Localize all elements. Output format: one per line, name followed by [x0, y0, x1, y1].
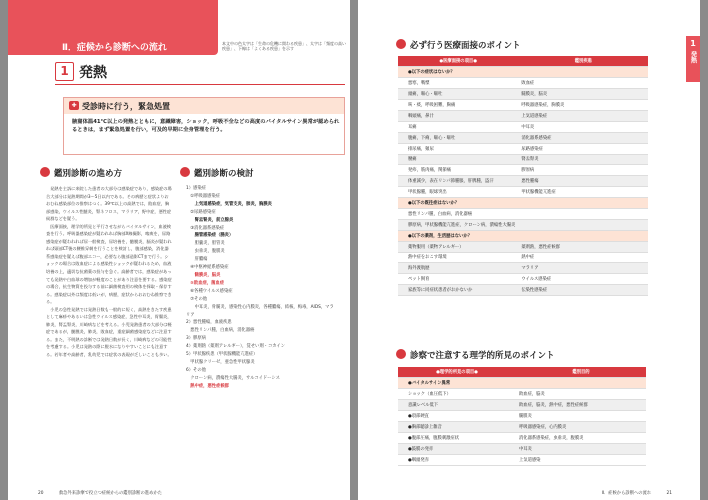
interview-result-cell: ウイルス感染症 [518, 274, 648, 285]
interview-item-cell: 耳痛 [398, 121, 518, 132]
exam-result-cell: 上気道感染 [516, 454, 646, 465]
exam-header-purpose: 鑑別目的 [516, 367, 646, 378]
differential-item: 2）悪性腫瘍，血液疾患 [186, 320, 232, 326]
exam-item-cell: ●胸部聴診上雑音 [398, 421, 516, 432]
interview-item-cell: 海外渡航歴 [398, 263, 518, 274]
interview-item-cell: 膠原病，甲状腺機能亢進症，クローン病，潰瘍性大腸炎 [398, 219, 518, 230]
interview-row [398, 241, 648, 252]
exam-item-cell: 意識レベル低下 [398, 400, 516, 411]
section-title: 発熱 [79, 65, 107, 81]
interview-header-diagnosis: 鑑別疾患 [518, 56, 648, 67]
differential-item: ③消化器系感染症 [186, 225, 225, 231]
interview-row [398, 67, 648, 78]
differential-item: 3）膠原病 [186, 336, 206, 342]
exam-item-cell: ショック（血圧低下） [398, 389, 516, 400]
exam-result-cell [516, 378, 646, 389]
chapter-note: 本文中の色太字は「生命の危機に関わる疾患」、太字は「頻度の高い疾患」、下線は「よくある疾患」を示す [222, 41, 346, 51]
ambulance-icon: ✚ [69, 101, 79, 110]
exam-result-cell: 敗血症，脳炎 [516, 389, 646, 400]
interview-row [398, 198, 648, 209]
differential-item: 腸管感染症（腸炎） [186, 233, 234, 239]
differential-item: 肝膿瘍 [186, 257, 208, 263]
interview-item-cell: ●以下の症状はないか？ [398, 67, 518, 78]
interview-item-cell: ペット飼育 [398, 274, 518, 285]
exam-row [398, 378, 646, 389]
interview-row [398, 187, 648, 198]
differential-item: 熱中症，悪性症候群 [186, 383, 229, 389]
interview-row [398, 176, 648, 187]
differential-item: 5）甲状腺疾患（甲状腺機能亢進症） [186, 352, 258, 358]
right-footer-title: Ⅱ．症候から診断への流れ [601, 491, 652, 496]
chapter-tab [686, 36, 700, 82]
interview-row [398, 263, 648, 274]
interview-item-cell: 発疹，筋肉痛，関節痛 [398, 165, 518, 176]
differential-item: 上気道感染症，気管支炎，肺炎，胸膜炎 [186, 201, 272, 207]
differential-item: ①呼吸器感染症 [186, 193, 220, 199]
interview-row [398, 230, 648, 241]
interview-result-cell: 甲状腺機能亢進症 [518, 187, 648, 198]
interview-result-cell: マラリア [518, 263, 648, 274]
interview-result-cell [518, 230, 648, 241]
tab-title: 発熱 [689, 51, 697, 63]
exam-row [398, 454, 646, 465]
differential-item: ⑥各種ウイルス感染症 [186, 288, 233, 294]
exam-row [398, 443, 646, 454]
interview-item-cell: 腹痛，下痢，嘔心・嘔吐 [398, 132, 518, 143]
exam-item-cell: ●バイタルサイン異常 [398, 378, 516, 389]
interview-header-item: ●医療面接の項目● [398, 56, 518, 67]
interview-row [398, 100, 648, 111]
exam-table [398, 367, 646, 466]
right-page-number: 21 [666, 491, 672, 496]
interview-item-cell: 悪性リンパ腫，白血病，消化器癌 [398, 208, 518, 219]
exam-icon [396, 349, 406, 359]
right-footer [602, 490, 672, 496]
interview-icon [396, 39, 406, 49]
interview-table [398, 56, 648, 296]
interview-row [398, 121, 648, 132]
interview-result-cell: 消化器系感染症 [518, 132, 648, 143]
interview-result-cell [518, 198, 648, 209]
left-footer-title: 救急外来診療で役立つ症候からの鑑別診断の進めかた [58, 491, 162, 496]
interview-title: 必ず行う医療面接のポイント [410, 41, 521, 51]
emergency-box-title: 受診時に行う，緊急処置 [82, 102, 170, 111]
exam-row [398, 400, 646, 411]
interview-row [398, 110, 648, 121]
interview-item-cell: 排尿痛，頻尿 [398, 143, 518, 154]
interview-item-cell: 甲状腺腫，眼球突出 [398, 187, 518, 198]
differential-item: クローン病，潰瘍性大腸炎，サルコイドーシス [186, 375, 280, 381]
interview-item-cell: 悪寒，戦慄 [398, 78, 518, 89]
interview-item-cell: 薬物服用（薬物アレルギー） [398, 241, 518, 252]
interview-item-cell: 咳・痰，呼吸困難，胸痛 [398, 100, 518, 111]
exam-item-cell: ●咽頭発赤 [398, 454, 516, 465]
interview-row [398, 274, 648, 285]
interview-item-cell: 腰痛 [398, 154, 518, 165]
checklist-icon [180, 167, 190, 177]
exam-result-cell: 消化器系感染症，虫垂炎，腹膜炎 [516, 432, 646, 443]
exam-row [398, 421, 646, 432]
exam-result-cell: 呼吸器感染症，心内膜炎 [516, 421, 646, 432]
exam-title: 診察で注意する理学的所見のポイント [410, 351, 555, 361]
interview-row [398, 252, 648, 263]
exam-item-cell: ●腹部圧痛，腹膜刺激症状 [398, 432, 516, 443]
differential-title: 鑑別診断の検討 [194, 169, 254, 179]
emergency-box-body: 腋窩体温41℃以上の発熱とともに，意識障害，ショック，呼吸不全などの高度のバイタルサイン異常が認められるときは，まず緊急処置を行い，可及的早期に全身管理を行う。 [72, 119, 340, 134]
interview-row [398, 143, 648, 154]
exam-row [398, 432, 646, 443]
interview-result-cell: 熱中症 [518, 252, 648, 263]
interview-result-cell: 上気道感染症 [518, 110, 648, 121]
interview-row [398, 78, 648, 89]
interview-item-cell: 体重減少，表在リンパ節腫脹，肝脾腫，盗汗 [398, 176, 518, 187]
interview-result-cell [518, 67, 648, 78]
exam-row [398, 411, 646, 422]
differential-item: 6）その他 [186, 367, 206, 373]
interview-result-cell [518, 208, 648, 219]
differential-item: 腎盂腎炎，前立腺炎 [186, 217, 234, 223]
interview-row [398, 132, 648, 143]
interview-item-cell: ●以下の既往症はないか？ [398, 198, 518, 209]
interview-header-row [398, 56, 648, 67]
procedure-title: 鑑別診断の進め方 [54, 169, 123, 179]
interview-result-cell: 膠原病 [518, 165, 648, 176]
interview-item-cell: 家族等に同症状患者がおかないか [398, 285, 518, 296]
interview-row [398, 219, 648, 230]
exam-item-cell: ●鼓膜の発赤 [398, 443, 516, 454]
emergency-box [63, 97, 345, 155]
exam-header-item: ●理学的所見の項目● [398, 367, 516, 378]
right-page [358, 0, 700, 500]
differential-item: ④中枢神経系感染症 [186, 265, 229, 271]
exam-row [398, 389, 646, 400]
differential-item: 悪性リンパ腫，白血病，消化器癌 [186, 328, 255, 334]
interview-result-cell: 呼吸器感染症，胸膜炎 [518, 100, 648, 111]
interview-item-cell: ●以下の薬剤，生活歴はないか？ [398, 230, 518, 241]
exam-header-row [398, 367, 646, 378]
differential-item: 甲状腺クリーゼ，亜急性甲状腺炎 [186, 359, 255, 365]
interview-result-cell: 悪性腫瘍 [518, 176, 648, 187]
interview-row [398, 89, 648, 100]
left-page [8, 0, 350, 500]
procedure-paragraph: 発熱を主訴に来院した患者の大部分は感染症であり，感染症の場合大部分は発熱期間が3〜5日以内である。その病歴と症状よりおおむね感染部位の推察はつく。39℃以上の高熱では，敗血症，胸部感染，ウイルス性髄炎，腎ネフロス，マラリア，野中症，悪性症候群などを疑う。 [46, 186, 172, 222]
differential-item: 1）感染症 [186, 186, 206, 191]
interview-result-cell: 薬剤熱，悪性症候群 [518, 241, 648, 252]
interview-result-cell: 尿路感染症 [518, 143, 648, 154]
procedure-text [46, 185, 172, 359]
differential-item: ⑦その他 [186, 296, 208, 302]
chapter-heading: Ⅱ．症候から診断への流れ [62, 43, 167, 53]
interview-result-cell: 伝染性感染症 [518, 285, 648, 296]
differential-item: 中耳炎，骨髄炎，感染性心内膜炎，各種膿瘍，結核，梅毒，AIDS，マラリア [186, 304, 334, 318]
interview-item-cell: 熱中症をおこす環境 [398, 252, 518, 263]
left-footer [38, 490, 162, 496]
differential-item: 胆嚢炎，胆管炎 [186, 241, 225, 247]
exam-result-cell: 敗血症，脳炎，熱中症，悪性症候群 [516, 400, 646, 411]
interview-row [398, 208, 648, 219]
exam-item-cell: ●項部硬直 [398, 411, 516, 422]
interview-item-cell: 咽頭痛，鼻汁 [398, 110, 518, 121]
interview-row [398, 154, 648, 165]
heart-icon [40, 167, 50, 177]
differential-item: ②尿路感染症 [186, 209, 216, 215]
procedure-paragraph: 小児の急性発熱では発熱日数も一般的に短く，高熱をきたす疾患として麻疹やあるいは急性ウイルス感染症，急性中耳炎，胃腸炎，肺炎，腎盂腎炎，川崎病などを考える。小児発熱患者の大部分は軽症であるが，髄膜炎，肺炎，敗血症，重症細菌感染症などに注意する。また，不明熱の診断では発熱日数が長く，川崎病などの可能性を考慮する。小児は発熱の際に脱水になりやすいことにも注意する。若年者や高齢者，乳幼児では症状の表現が乏しいことも多い。 [46, 306, 172, 358]
interview-result-cell: 髄膜炎，脳炎 [518, 89, 648, 100]
exam-result-cell: 中耳炎 [516, 443, 646, 454]
differential-list [186, 185, 336, 391]
interview-result-cell: 中耳炎 [518, 121, 648, 132]
interview-row [398, 165, 648, 176]
section-rule [55, 84, 345, 85]
section-number: 1 [55, 62, 74, 81]
exam-result-cell: 髄膜炎 [516, 411, 646, 422]
differential-item: ⑤敗血症，菌血症 [186, 280, 225, 286]
tab-number: 1 [690, 39, 696, 48]
differential-item: 4）薬剤熱（薬剤アレルギー），覚せい剤・コカイン [186, 344, 286, 350]
interview-result-cell: 敗血症 [518, 78, 648, 89]
differential-item: 髄膜炎，脳炎 [186, 272, 221, 278]
procedure-paragraph: 医療面接，理学的所見と平行させながらバイタルサイン，血液検査を行う。呼吸器感染症が疑われれば胸部X線撮影，喀痰を，尿路感染症が疑われれば尿一般検査，尿培養を，髄膜炎，脳炎が疑われれば頭部CT後の腰椎穿刺を行うことを検討し，腹部感染，消化器系感染症を疑えば腹部エコー，必要なら腹部造影CTまで行う。ショックの場合は敗血症による感染性ショックが疑われるため，血液培養の上，適切な抗菌薬の投与を急ぐ。高齢者では，感染症があっても発熱や白血球の増加が軽度のことがあり注意を要する。感染症の場合，抗生物質を投与する前に細菌検査用の検体を採取・保存する。感染症以外は頻度は低いが，病歴，症状からおおむね推察できる。 [46, 223, 172, 305]
interview-result-cell [518, 219, 648, 230]
interview-result-cell: 腎盂腎炎 [518, 154, 648, 165]
interview-item-cell: 頭痛，嘔心・嘔吐 [398, 89, 518, 100]
left-page-number: 20 [38, 491, 44, 496]
interview-row [398, 285, 648, 296]
differential-item: 虫垂炎，腹膜炎 [186, 249, 225, 255]
